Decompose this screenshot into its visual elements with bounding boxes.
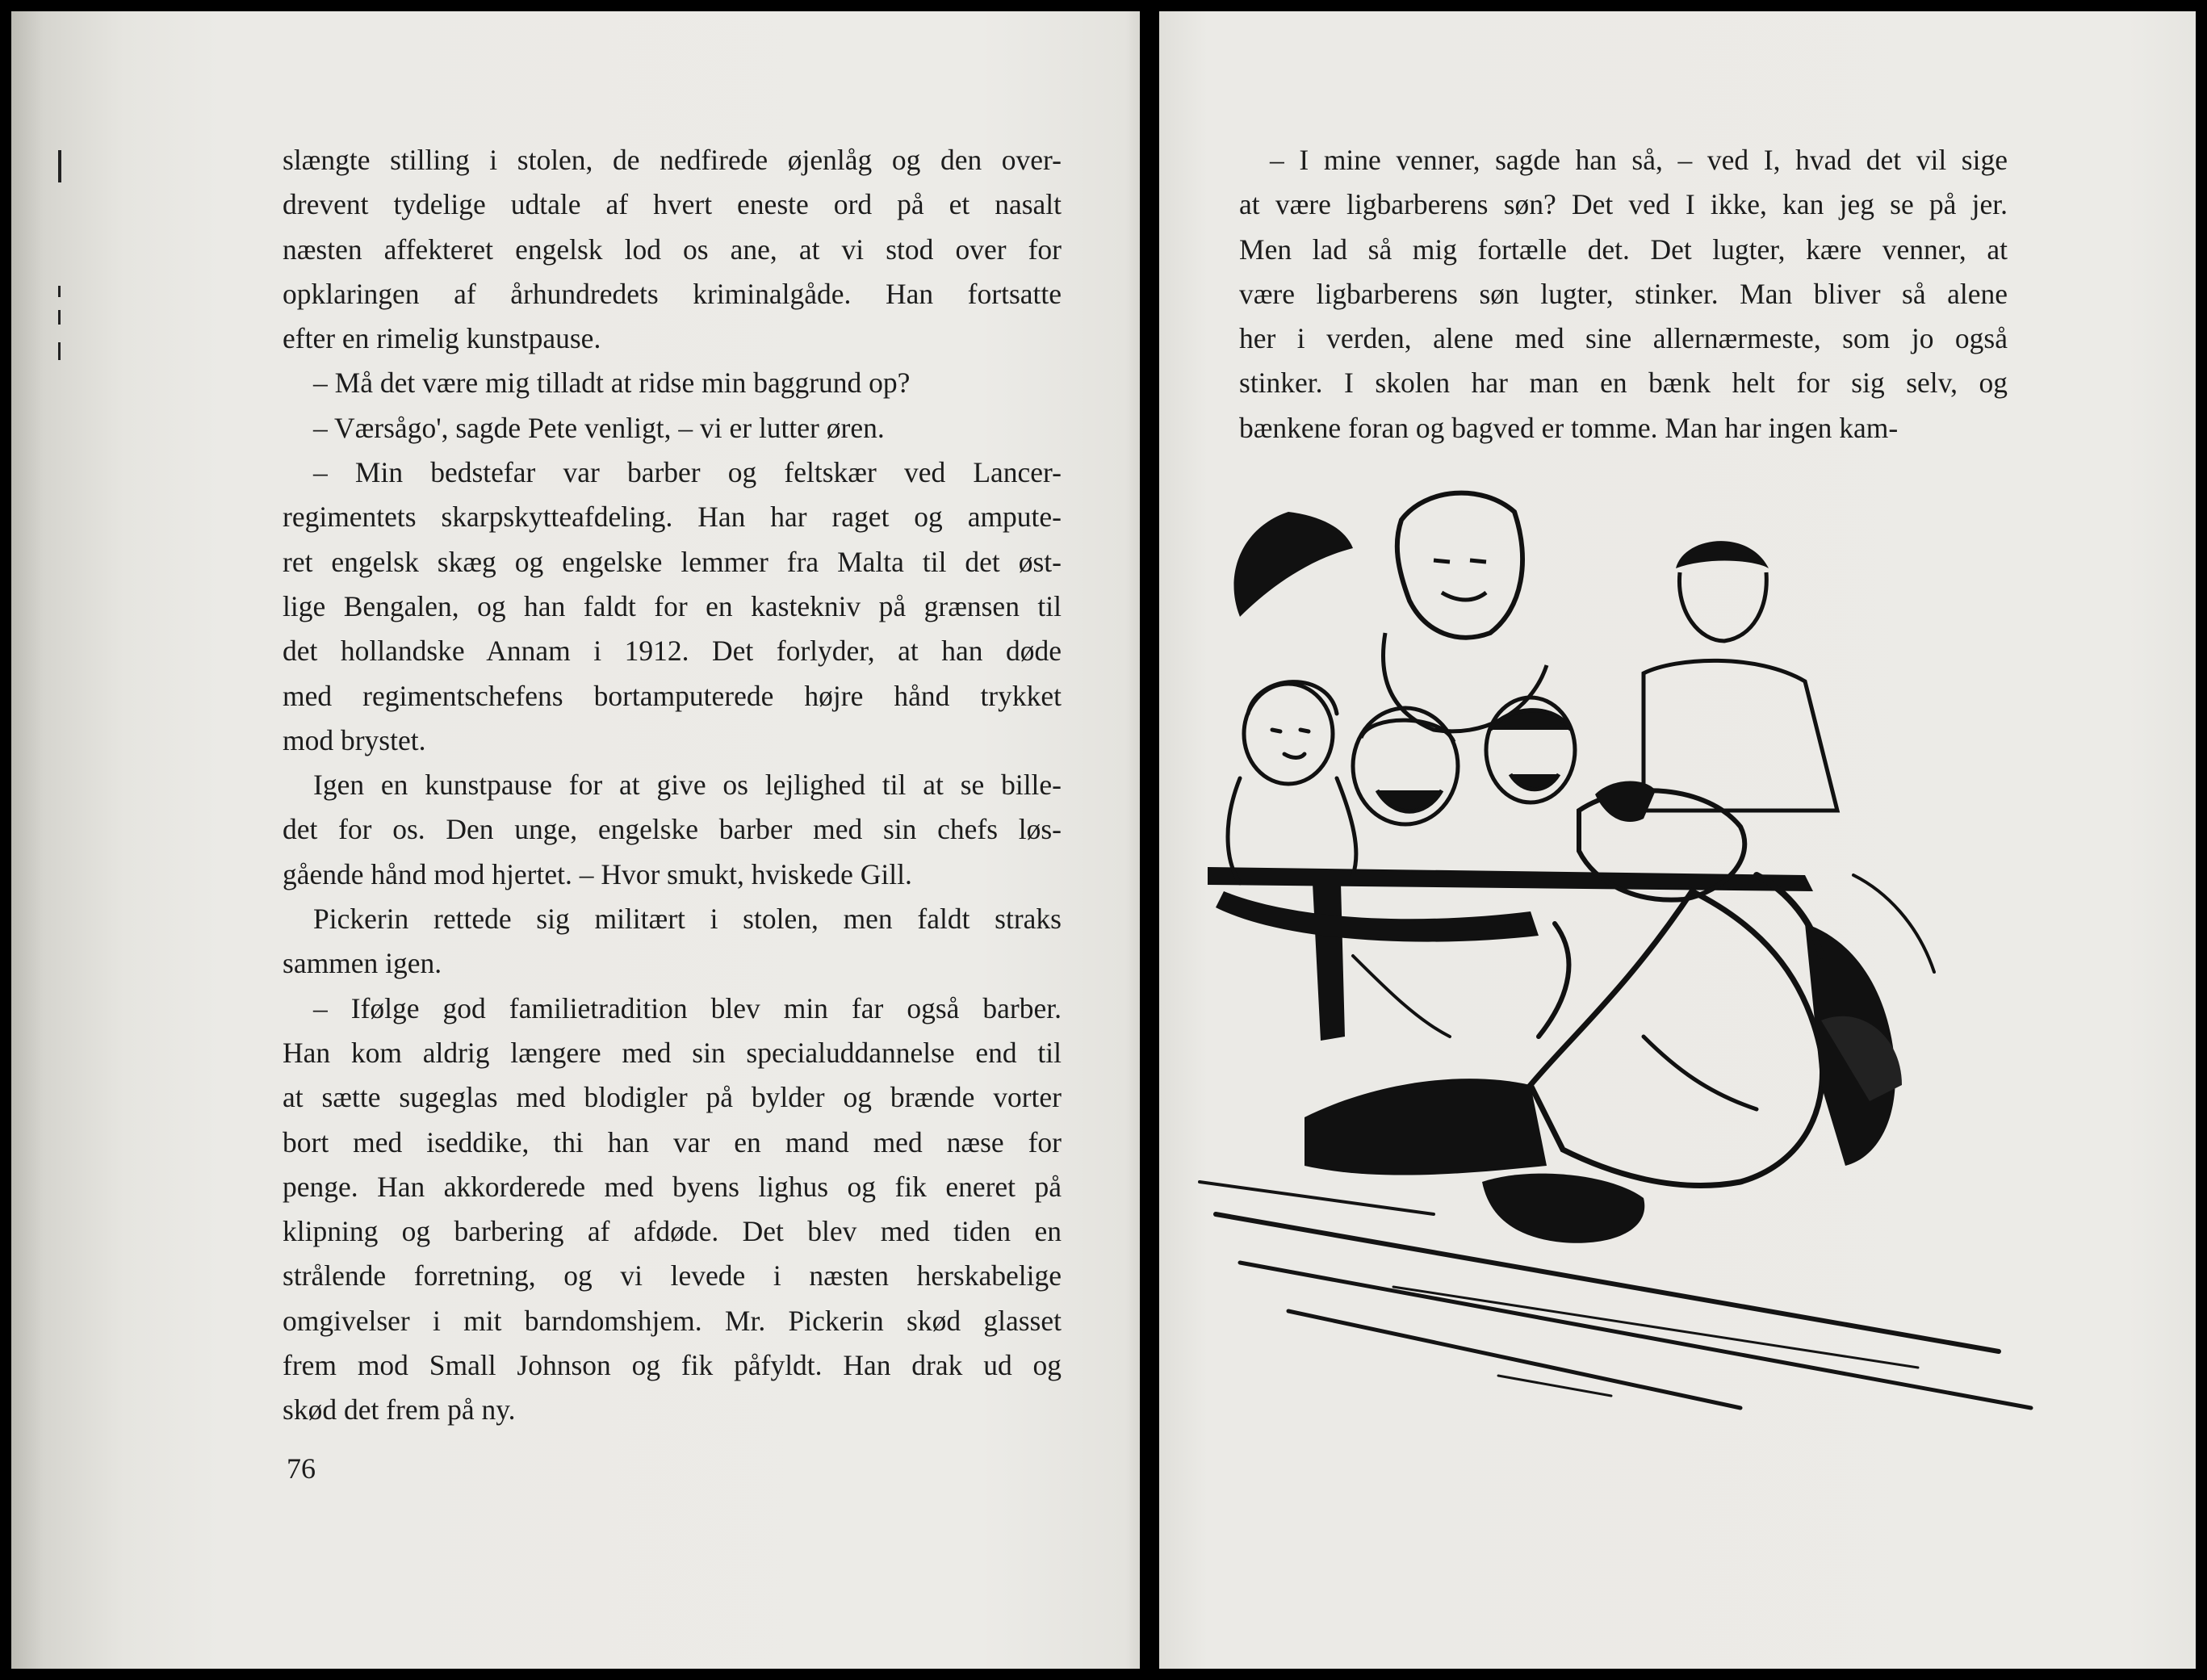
text-line: med regimentschefens bortamputerede højre hånd trykket (283, 679, 1062, 712)
spine-mark (58, 286, 61, 297)
figure-back-large (1234, 493, 1547, 731)
tavern-illustration (1191, 471, 2047, 1440)
text-line: – I mine venner, sagde han så, – ved I, hvad det vil sige (1270, 144, 2008, 176)
right-page (1159, 11, 2196, 1669)
text-line: slængte stilling i stolen, de nedfirede øjenlåg og den over- (283, 144, 1062, 176)
left-page (11, 11, 1140, 1669)
text-line: næsten affekteret engelsk lod os ane, at vi stod over for (283, 233, 1062, 266)
text-line: det for os. Den unge, engelske barber med sin chefs løs- (283, 813, 1062, 846)
text-line: bort med iseddike, thi han var en mand med næse for (283, 1125, 1062, 1158)
text-line: at sætte sugeglas med blodigler på bylder og brænde vorter (283, 1081, 1062, 1114)
tavern-table (1208, 867, 1813, 1041)
text-line: efter en rimelig kunstpause. (283, 322, 601, 355)
text-line: skød det frem på ny. (283, 1393, 516, 1427)
text-line: at være ligbarberens søn? Det ved I ikke, kan jeg se på jer. (1239, 188, 2008, 221)
text-line: lige Bengalen, og han faldt for en kastekniv på grænsen til (283, 589, 1062, 622)
text-line: stinker. I skolen har man en bænk helt for sig selv, og (1239, 367, 2008, 400)
text-line: gående hånd mod hjertet. – Hvor smukt, hviskede Gill. (283, 857, 912, 890)
text-line: – Værsågo', sagde Pete venligt, – vi er lutter øren. (313, 411, 885, 444)
spine-mark (58, 150, 61, 182)
text-line: Igen en kunstpause for at give os lejlighed til at se bille- (313, 769, 1062, 802)
spine-mark (58, 310, 61, 325)
figure-right-top (1644, 541, 1837, 811)
text-line: det hollandske Annam i 1912. Det forlyder, at han døde (283, 635, 1062, 668)
text-line: drevent tydelige udtale af hvert eneste ord på et nasalt (283, 188, 1062, 221)
text-line: opklaringen af århundredets kriminalgåde. Han fortsatte (283, 277, 1062, 310)
page-number: 76 (287, 1452, 316, 1485)
text-line: Men lad så mig fortælle det. Det lugter, kære venner, at (1239, 233, 2008, 266)
left-page-text (283, 138, 1062, 1433)
text-line: Han kom aldrig længere med sin specialuddannelse end til (283, 1036, 1062, 1069)
text-line: klipning og barbering af afdøde. Det blev med tiden en (283, 1215, 1062, 1248)
right-page-text (1239, 138, 2008, 450)
text-line: mod brystet. (283, 723, 426, 756)
figure-foreground-sleeping (1305, 781, 1902, 1243)
text-line: Pickerin rettede sig militært i stolen, men faldt straks (313, 903, 1062, 936)
text-line: frem mod Small Johnson og fik påfyldt. Han drak ud og (283, 1349, 1062, 1382)
figure-left (1228, 682, 1356, 883)
text-line: her i verden, alene med sine allernærmeste, som jo også (1239, 322, 2008, 355)
text-line: – Min bedstefar var barber og feltskær ved Lancer- (313, 456, 1062, 489)
text-line: strålende forretning, og vi levede i næsten herskabelige (283, 1259, 1062, 1292)
figure-center-bearded (1353, 698, 1575, 824)
text-line: regimentets skarpskytteafdeling. Han har raget og ampute- (283, 501, 1062, 534)
text-line: sammen igen. (283, 947, 442, 980)
text-line: være ligbarberens søn lugter, stinker. Man bliver så alene (1239, 277, 2008, 310)
text-line: penge. Han akkorderede med byens lighus og fik eneret på (283, 1170, 1062, 1203)
text-line: omgivelser i mit barndomshjem. Mr. Pickerin skød glasset (283, 1304, 1062, 1337)
text-line: – Må det være mig tilladt at ridse min baggrund op? (313, 367, 911, 400)
text-line: bænkene foran og bagved er tomme. Man har ingen kam- (1239, 411, 1899, 444)
text-line: ret engelsk skæg og engelske lemmer fra Malta til det øst- (283, 545, 1062, 578)
text-line: – Ifølge god familietradition blev min far også barber. (313, 991, 1062, 1024)
spine-mark (58, 342, 61, 360)
